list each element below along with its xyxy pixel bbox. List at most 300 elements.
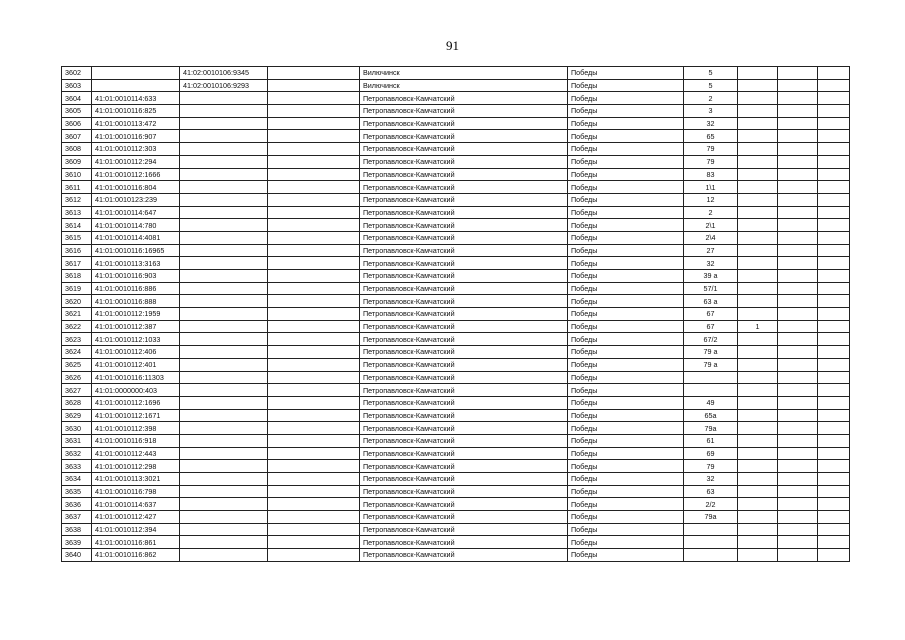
cadastral-number-cell: 41:01:0010112:1666	[92, 168, 180, 181]
empty-cell	[818, 206, 850, 219]
cadastral-number-alt-cell	[180, 130, 268, 143]
building-cell	[738, 67, 778, 80]
cadastral-number-cell: 41:01:0010113:3021	[92, 473, 180, 486]
extra-cell	[778, 270, 818, 283]
row-number: 3623	[62, 333, 92, 346]
cadastral-number-cell: 41:01:0010112:1959	[92, 308, 180, 321]
cadastral-number-alt-cell	[180, 434, 268, 447]
house-number-cell: 2	[684, 206, 738, 219]
street-cell: Победы	[568, 434, 684, 447]
city-cell: Петропавловск-Камчатский	[360, 105, 568, 118]
empty-cell	[268, 92, 360, 105]
building-cell	[738, 447, 778, 460]
empty-cell	[818, 257, 850, 270]
cadastral-number-alt-cell	[180, 282, 268, 295]
cadastral-number-alt-cell	[180, 536, 268, 549]
empty-cell	[818, 219, 850, 232]
empty-cell	[268, 473, 360, 486]
registry-table-body	[62, 67, 850, 562]
house-number-cell: 2	[684, 92, 738, 105]
table-row	[62, 371, 850, 384]
cadastral-number-alt-cell	[180, 193, 268, 206]
row-number: 3608	[62, 143, 92, 156]
street-cell: Победы	[568, 282, 684, 295]
table-row	[62, 498, 850, 511]
extra-cell	[778, 447, 818, 460]
empty-cell	[268, 308, 360, 321]
street-cell: Победы	[568, 181, 684, 194]
cadastral-number-cell: 41:01:0010116:16965	[92, 244, 180, 257]
empty-cell	[268, 346, 360, 359]
city-cell: Петропавловск-Камчатский	[360, 447, 568, 460]
building-cell	[738, 155, 778, 168]
cadastral-number-alt-cell: 41:02:0010106:9293	[180, 79, 268, 92]
table-row	[62, 396, 850, 409]
row-number: 3603	[62, 79, 92, 92]
house-number-cell: 27	[684, 244, 738, 257]
house-number-cell: 32	[684, 257, 738, 270]
building-cell	[738, 473, 778, 486]
extra-cell	[778, 130, 818, 143]
cadastral-number-cell: 41:01:0010112:398	[92, 422, 180, 435]
cadastral-number-cell: 41:01:0010116:907	[92, 130, 180, 143]
house-number-cell: 2/2	[684, 498, 738, 511]
cadastral-number-alt-cell	[180, 181, 268, 194]
empty-cell	[268, 485, 360, 498]
extra-cell	[778, 422, 818, 435]
house-number-cell: 63 а	[684, 295, 738, 308]
house-number-cell: 39 а	[684, 270, 738, 283]
building-cell	[738, 92, 778, 105]
cadastral-number-cell: 41:01:0010114:780	[92, 219, 180, 232]
building-cell	[738, 168, 778, 181]
row-number: 3620	[62, 295, 92, 308]
street-cell: Победы	[568, 346, 684, 359]
empty-cell	[268, 270, 360, 283]
empty-cell	[818, 308, 850, 321]
cadastral-number-alt-cell	[180, 206, 268, 219]
empty-cell	[268, 257, 360, 270]
city-cell: Петропавловск-Камчатский	[360, 282, 568, 295]
empty-cell	[268, 447, 360, 460]
house-number-cell: 12	[684, 193, 738, 206]
city-cell: Петропавловск-Камчатский	[360, 155, 568, 168]
house-number-cell: 63	[684, 485, 738, 498]
table-row	[62, 320, 850, 333]
extra-cell	[778, 485, 818, 498]
row-number: 3616	[62, 244, 92, 257]
empty-cell	[268, 320, 360, 333]
cadastral-number-alt-cell	[180, 92, 268, 105]
cadastral-number-alt-cell	[180, 422, 268, 435]
empty-cell	[818, 346, 850, 359]
street-cell: Победы	[568, 143, 684, 156]
table-row	[62, 257, 850, 270]
city-cell: Петропавловск-Камчатский	[360, 320, 568, 333]
empty-cell	[268, 295, 360, 308]
empty-cell	[818, 244, 850, 257]
house-number-cell: 65	[684, 130, 738, 143]
cadastral-number-cell: 41:01:0000000:403	[92, 384, 180, 397]
extra-cell	[778, 168, 818, 181]
cadastral-number-cell: 41:01:0010112:1671	[92, 409, 180, 422]
street-cell: Победы	[568, 371, 684, 384]
building-cell	[738, 143, 778, 156]
empty-cell	[818, 231, 850, 244]
city-cell: Петропавловск-Камчатский	[360, 219, 568, 232]
extra-cell	[778, 117, 818, 130]
empty-cell	[818, 371, 850, 384]
row-number: 3614	[62, 219, 92, 232]
cadastral-number-cell: 41:01:0010114:633	[92, 92, 180, 105]
row-number: 3602	[62, 67, 92, 80]
row-number: 3609	[62, 155, 92, 168]
street-cell: Победы	[568, 473, 684, 486]
empty-cell	[268, 193, 360, 206]
house-number-cell: 3	[684, 105, 738, 118]
building-cell	[738, 511, 778, 524]
cadastral-number-cell: 41:01:0010116:11303	[92, 371, 180, 384]
empty-cell	[268, 460, 360, 473]
cadastral-number-alt-cell	[180, 320, 268, 333]
table-row	[62, 308, 850, 321]
row-number: 3632	[62, 447, 92, 460]
house-number-cell: 32	[684, 473, 738, 486]
cadastral-number-cell: 41:01:0010116:798	[92, 485, 180, 498]
row-number: 3618	[62, 270, 92, 283]
building-cell	[738, 460, 778, 473]
row-number: 3636	[62, 498, 92, 511]
empty-cell	[268, 79, 360, 92]
building-cell	[738, 523, 778, 536]
house-number-cell: 79а	[684, 422, 738, 435]
street-cell: Победы	[568, 308, 684, 321]
table-row	[62, 473, 850, 486]
building-cell	[738, 358, 778, 371]
house-number-cell	[684, 536, 738, 549]
extra-cell	[778, 67, 818, 80]
row-number: 3626	[62, 371, 92, 384]
extra-cell	[778, 434, 818, 447]
extra-cell	[778, 371, 818, 384]
table-row	[62, 485, 850, 498]
cadastral-number-alt-cell	[180, 447, 268, 460]
row-number: 3606	[62, 117, 92, 130]
street-cell: Победы	[568, 384, 684, 397]
row-number: 3639	[62, 536, 92, 549]
cadastral-number-alt-cell	[180, 358, 268, 371]
empty-cell	[818, 333, 850, 346]
street-cell: Победы	[568, 79, 684, 92]
empty-cell	[268, 358, 360, 371]
empty-cell	[268, 409, 360, 422]
street-cell: Победы	[568, 193, 684, 206]
building-cell	[738, 485, 778, 498]
cadastral-number-cell: 41:01:0010112:1696	[92, 396, 180, 409]
empty-cell	[818, 549, 850, 562]
house-number-cell: 1\1	[684, 181, 738, 194]
empty-cell	[818, 168, 850, 181]
extra-cell	[778, 79, 818, 92]
empty-cell	[268, 231, 360, 244]
empty-cell	[268, 181, 360, 194]
street-cell: Победы	[568, 523, 684, 536]
city-cell: Петропавловск-Камчатский	[360, 384, 568, 397]
cadastral-number-alt-cell	[180, 231, 268, 244]
table-row	[62, 409, 850, 422]
cadastral-number-alt-cell	[180, 270, 268, 283]
street-cell: Победы	[568, 422, 684, 435]
street-cell: Победы	[568, 219, 684, 232]
table-row	[62, 358, 850, 371]
cadastral-number-cell: 41:01:0010112:298	[92, 460, 180, 473]
empty-cell	[268, 498, 360, 511]
empty-cell	[268, 536, 360, 549]
row-number: 3607	[62, 130, 92, 143]
empty-cell	[268, 105, 360, 118]
table-row	[62, 219, 850, 232]
empty-cell	[818, 143, 850, 156]
table-row	[62, 447, 850, 460]
cadastral-number-alt-cell: 41:02:0010106:9345	[180, 67, 268, 80]
city-cell: Петропавловск-Камчатский	[360, 523, 568, 536]
empty-cell	[268, 523, 360, 536]
empty-cell	[268, 333, 360, 346]
table-row	[62, 143, 850, 156]
extra-cell	[778, 181, 818, 194]
house-number-cell: 79	[684, 460, 738, 473]
cadastral-number-cell: 41:01:0010112:401	[92, 358, 180, 371]
empty-cell	[818, 447, 850, 460]
table-row	[62, 117, 850, 130]
building-cell	[738, 409, 778, 422]
house-number-cell: 67	[684, 308, 738, 321]
extra-cell	[778, 549, 818, 562]
empty-cell	[818, 92, 850, 105]
row-number: 3615	[62, 231, 92, 244]
empty-cell	[818, 384, 850, 397]
street-cell: Победы	[568, 155, 684, 168]
cadastral-number-alt-cell	[180, 333, 268, 346]
city-cell: Петропавловск-Камчатский	[360, 409, 568, 422]
house-number-cell: 79 а	[684, 358, 738, 371]
house-number-cell: 2\4	[684, 231, 738, 244]
extra-cell	[778, 460, 818, 473]
cadastral-number-alt-cell	[180, 460, 268, 473]
building-cell	[738, 333, 778, 346]
row-number: 3611	[62, 181, 92, 194]
building-cell	[738, 384, 778, 397]
cadastral-number-cell	[92, 79, 180, 92]
empty-cell	[818, 79, 850, 92]
building-cell	[738, 434, 778, 447]
building-cell	[738, 270, 778, 283]
table-row	[62, 523, 850, 536]
table-row	[62, 333, 850, 346]
empty-cell	[818, 193, 850, 206]
house-number-cell: 5	[684, 67, 738, 80]
cadastral-number-alt-cell	[180, 219, 268, 232]
empty-cell	[268, 422, 360, 435]
house-number-cell: 65а	[684, 409, 738, 422]
row-number: 3625	[62, 358, 92, 371]
building-cell	[738, 346, 778, 359]
street-cell: Победы	[568, 536, 684, 549]
row-number: 3638	[62, 523, 92, 536]
house-number-cell	[684, 549, 738, 562]
empty-cell	[268, 396, 360, 409]
table-row	[62, 549, 850, 562]
extra-cell	[778, 219, 818, 232]
empty-cell	[818, 67, 850, 80]
extra-cell	[778, 193, 818, 206]
cadastral-number-alt-cell	[180, 384, 268, 397]
city-cell: Петропавловск-Камчатский	[360, 231, 568, 244]
cadastral-number-alt-cell	[180, 257, 268, 270]
empty-cell	[818, 422, 850, 435]
street-cell: Победы	[568, 333, 684, 346]
building-cell	[738, 371, 778, 384]
table-row	[62, 181, 850, 194]
empty-cell	[268, 206, 360, 219]
empty-cell	[268, 434, 360, 447]
city-cell: Петропавловск-Камчатский	[360, 549, 568, 562]
city-cell: Петропавловск-Камчатский	[360, 130, 568, 143]
extra-cell	[778, 409, 818, 422]
cadastral-number-cell: 41:01:0010116:861	[92, 536, 180, 549]
cadastral-number-cell: 41:01:0010112:427	[92, 511, 180, 524]
cadastral-number-cell: 41:01:0010112:443	[92, 447, 180, 460]
table-row	[62, 206, 850, 219]
building-cell	[738, 105, 778, 118]
empty-cell	[818, 536, 850, 549]
row-number: 3629	[62, 409, 92, 422]
row-number: 3633	[62, 460, 92, 473]
building-cell	[738, 308, 778, 321]
city-cell: Петропавловск-Камчатский	[360, 346, 568, 359]
house-number-cell: 79	[684, 155, 738, 168]
street-cell: Победы	[568, 206, 684, 219]
row-number: 3613	[62, 206, 92, 219]
extra-cell	[778, 523, 818, 536]
house-number-cell: 67	[684, 320, 738, 333]
extra-cell	[778, 511, 818, 524]
city-cell: Петропавловск-Камчатский	[360, 473, 568, 486]
city-cell: Петропавловск-Камчатский	[360, 485, 568, 498]
empty-cell	[268, 371, 360, 384]
building-cell	[738, 295, 778, 308]
empty-cell	[268, 549, 360, 562]
city-cell: Петропавловск-Камчатский	[360, 358, 568, 371]
house-number-cell	[684, 523, 738, 536]
table-row	[62, 79, 850, 92]
building-cell	[738, 257, 778, 270]
street-cell: Победы	[568, 447, 684, 460]
city-cell: Вилючинск	[360, 79, 568, 92]
extra-cell	[778, 384, 818, 397]
cadastral-number-alt-cell	[180, 485, 268, 498]
extra-cell	[778, 257, 818, 270]
row-number: 3627	[62, 384, 92, 397]
cadastral-number-alt-cell	[180, 371, 268, 384]
row-number: 3634	[62, 473, 92, 486]
city-cell: Петропавловск-Камчатский	[360, 511, 568, 524]
empty-cell	[818, 358, 850, 371]
cadastral-number-alt-cell	[180, 105, 268, 118]
street-cell: Победы	[568, 498, 684, 511]
city-cell: Петропавловск-Камчатский	[360, 460, 568, 473]
house-number-cell: 79а	[684, 511, 738, 524]
city-cell: Петропавловск-Камчатский	[360, 244, 568, 257]
empty-cell	[818, 130, 850, 143]
table-row	[62, 384, 850, 397]
extra-cell	[778, 206, 818, 219]
street-cell: Победы	[568, 67, 684, 80]
cadastral-number-cell: 41:01:0010114:647	[92, 206, 180, 219]
empty-cell	[818, 434, 850, 447]
empty-cell	[268, 168, 360, 181]
extra-cell	[778, 143, 818, 156]
house-number-cell: 49	[684, 396, 738, 409]
building-cell	[738, 219, 778, 232]
city-cell: Петропавловск-Камчатский	[360, 193, 568, 206]
house-number-cell: 57/1	[684, 282, 738, 295]
cadastral-number-alt-cell	[180, 143, 268, 156]
city-cell: Петропавловск-Камчатский	[360, 206, 568, 219]
city-cell: Петропавловск-Камчатский	[360, 371, 568, 384]
building-cell	[738, 498, 778, 511]
empty-cell	[818, 485, 850, 498]
extra-cell	[778, 105, 818, 118]
cadastral-number-cell: 41:01:0010112:1033	[92, 333, 180, 346]
extra-cell	[778, 295, 818, 308]
cadastral-number-alt-cell	[180, 168, 268, 181]
empty-cell	[268, 511, 360, 524]
city-cell: Петропавловск-Камчатский	[360, 181, 568, 194]
cadastral-number-cell	[92, 67, 180, 80]
house-number-cell: 5	[684, 79, 738, 92]
city-cell: Петропавловск-Камчатский	[360, 295, 568, 308]
row-number: 3628	[62, 396, 92, 409]
street-cell: Победы	[568, 92, 684, 105]
house-number-cell: 2\1	[684, 219, 738, 232]
empty-cell	[818, 396, 850, 409]
street-cell: Победы	[568, 270, 684, 283]
empty-cell	[818, 270, 850, 283]
building-cell	[738, 536, 778, 549]
building-cell	[738, 130, 778, 143]
extra-cell	[778, 282, 818, 295]
table-row	[62, 460, 850, 473]
empty-cell	[818, 117, 850, 130]
extra-cell	[778, 155, 818, 168]
empty-cell	[818, 498, 850, 511]
empty-cell	[268, 117, 360, 130]
cadastral-number-cell: 41:01:0010113:3163	[92, 257, 180, 270]
building-cell	[738, 282, 778, 295]
extra-cell	[778, 244, 818, 257]
street-cell: Победы	[568, 485, 684, 498]
empty-cell	[818, 105, 850, 118]
city-cell: Петропавловск-Камчатский	[360, 257, 568, 270]
row-number: 3624	[62, 346, 92, 359]
row-number: 3631	[62, 434, 92, 447]
house-number-cell: 67/2	[684, 333, 738, 346]
table-row	[62, 155, 850, 168]
cadastral-number-cell: 41:01:0010113:472	[92, 117, 180, 130]
table-row	[62, 168, 850, 181]
extra-cell	[778, 498, 818, 511]
